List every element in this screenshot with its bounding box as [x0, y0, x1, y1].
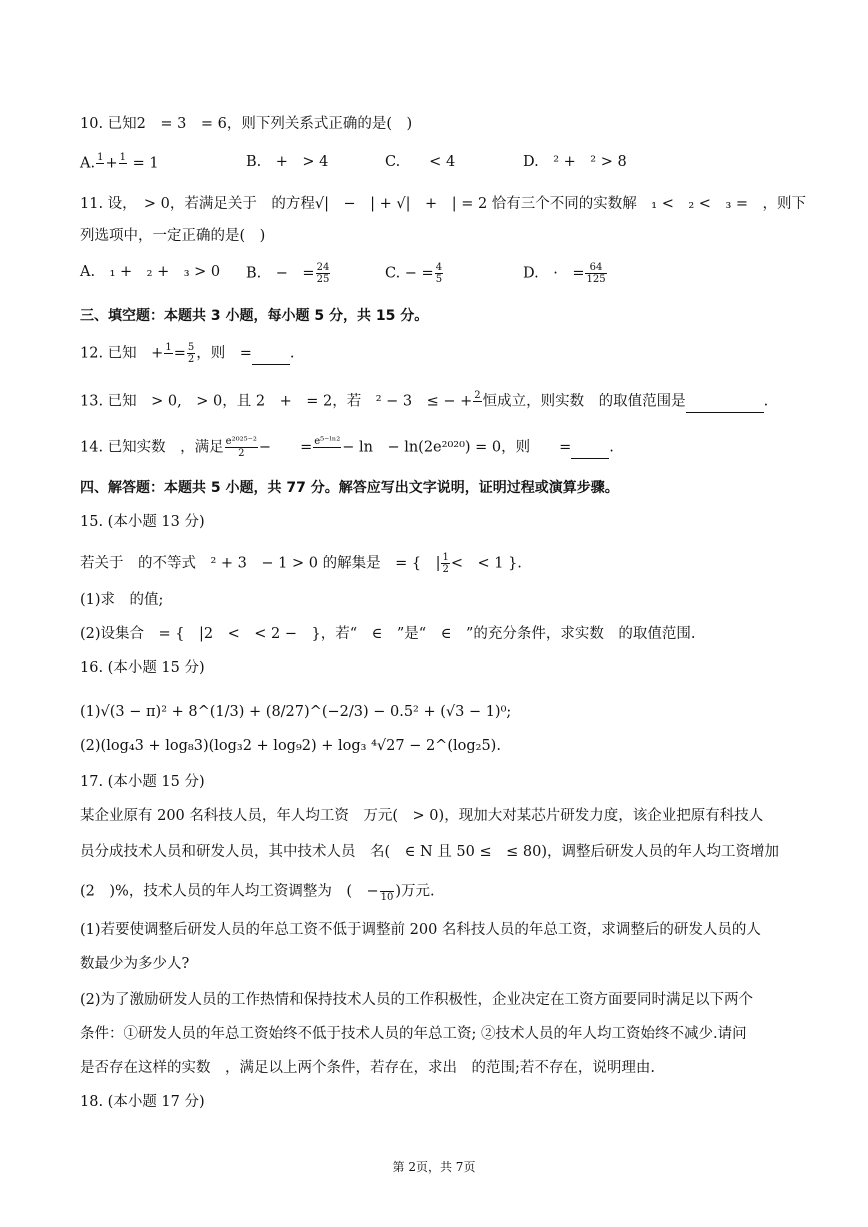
q15-heading: 15. (本小题 13 分) — [80, 514, 205, 530]
q17-heading: 17. (本小题 15 分) — [80, 774, 205, 790]
q16-part-2: (2)(log₄3 + log₈3)(log₃2 + log₉2) + log₃ ⁴√27 − 2^(log₂5). — [80, 738, 501, 754]
q11-options — [80, 262, 780, 286]
section-4-heading: 四、解答题：本题共 5 小题，共 77 分。解答应写出文字说明，证明过程或演算步骤。 — [80, 480, 619, 496]
q15-stem: 若关于 的不等式 ² + 3 − 1 > 0 的解集是 = { | $\frac{1}{2}$ < < 1 }. — [80, 552, 522, 575]
q17-part-2-line-3: 是否存在这样的实数 ，满足以上两个条件，若存在，求出 的范围;若不存在，说明理由. — [80, 1060, 655, 1076]
q17-part-2-line-1: (2)为了激励研发人员的工作热情和保持技术人员的工作积极性，企业决定在工资方面要同时满足以下两个 — [80, 992, 754, 1008]
q12-answer-blank — [252, 344, 290, 365]
q13: 13. 已知 > 0, > 0，且 2 + = 2，若 ² − 3 ≤ − + 2 恒成立，则实数 的取值范围是 . — [80, 390, 768, 413]
q17-line-2: 员分成技术人员和研发人员，其中技术人员 名( ∈ N 且 50 ≤ ≤ 80)，调整后研发人员的年人均工资增加 — [80, 844, 779, 860]
q10-option-d: D. ² + ² > 8 — [523, 154, 627, 170]
q11-stem-line2: 列选项中，一定正确的是( ) — [80, 228, 266, 244]
q17-line-3: (2 )%，技术人员的年人均工资调整为 ( − 10 )万元. — [80, 880, 435, 903]
q12: 12. 已知 + 1 = $\frac{5}{2}$ ，则 = . — [80, 342, 295, 365]
q10-stem: 10. 已知2 = 3 = 6，则下列关系式正确的是( ) — [80, 116, 413, 132]
q10-options — [80, 152, 780, 174]
q15-part-1: (1)求 的值; — [80, 592, 164, 608]
q10-option-b: B. + > 4 — [246, 154, 329, 170]
q17-part-1-line-1: (1)若要使调整后研发人员的年总工资不低于调整前 200 名科技人员的年总工资，求调整后的研发人员的人 — [80, 922, 761, 938]
q17-part-2-line-2: 条件：①研发人员的年总工资始终不低于技术人员的年总工资; ②技术人员的年人均工资始终不减少.请问 — [80, 1026, 747, 1042]
q16-part-1: (1)√(3 − π)² + 8^(1/3) + (8/27)^(−2/3) − 0.5² + (√3 − 1)⁰; — [80, 704, 512, 720]
q10-option-c: C. < 4 — [385, 154, 456, 170]
q11-option-c: C. − = $\frac{4}{5}$ — [385, 262, 443, 285]
q11-option-b: B. − = $\frac{24}{25}$ — [246, 262, 330, 285]
q17-part-1-line-2: 数最少为多少人? — [80, 956, 190, 972]
section-3-heading: 三、填空题：本题共 3 小题，每小题 5 分，共 15 分。 — [80, 308, 429, 324]
q16-heading: 16. (本小题 15 分) — [80, 660, 205, 676]
q11-stem: 11. 设， > 0，若满足关于 的方程√| − | + √| + | = 2 恰有三个不同的实数解 ₁ < ₂ < ₃ = ，则下 — [80, 196, 807, 212]
q10-option-a: A. 1 + 1 = 1 — [80, 152, 159, 172]
q13-answer-blank — [686, 392, 764, 413]
q11-option-a: A. ₁ + ₂ + ₃ > 0 — [80, 264, 221, 280]
q15-part-2: (2)设集合 = { |2 < < 2 − }，若“ ∈ ”是“ ∈ ”的充分条件，求实数 的取值范围. — [80, 626, 696, 642]
q18-heading: 18. (本小题 17 分) — [80, 1094, 205, 1110]
q17-line-1: 某企业原有 200 名科技人员，年人均工资 万元( > 0)，现加大对某芯片研发力度，该企业把原有科技人 — [80, 808, 764, 824]
q11-option-d: D. · = $\frac{64}{125}$ — [523, 262, 606, 285]
q14-answer-blank — [571, 438, 609, 459]
q14: 14. 已知实数 ，满足 $\frac{\text{e²⁰²⁵⁻²}}{2}$ − = e⁵⁻ˡⁿ² − ln − ln(2e²⁰²⁰) = 0，则 = . — [80, 436, 614, 459]
page-footer: 第 2页，共 7页 — [392, 1160, 476, 1174]
